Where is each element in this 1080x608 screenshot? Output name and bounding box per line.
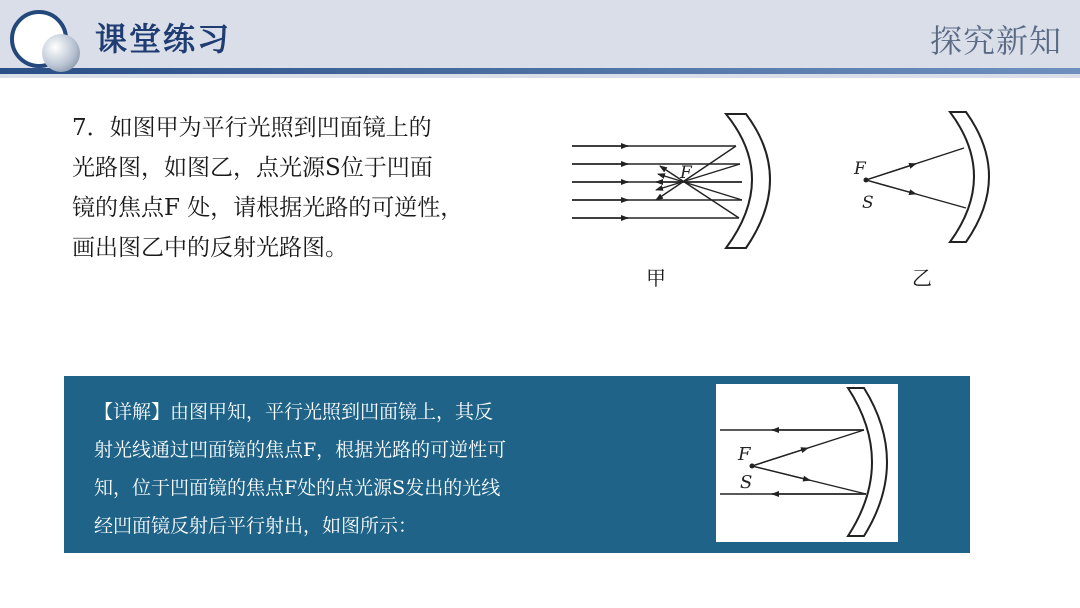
answer-figure-box [716,384,898,542]
reflected-ray [658,174,742,200]
source-label: S [862,193,874,213]
concave-mirror [848,388,887,536]
question-line: 光路图，如图乙，点光源S位于凹面 [72,155,433,181]
figure-jia-caption: 甲 [646,266,666,290]
section-label: 探究新知 [929,22,1062,60]
figure-yi-diagram [848,108,998,248]
question-line: 7．如图甲为平行光照到凹面镜上的 [72,115,432,141]
focus-label: F [680,163,692,183]
concave-mirror [950,112,989,242]
answer-line: 经凹面镜反射后平行射出，如图所示： [94,515,418,537]
answer-line: 知，位于凹面镜的焦点F处的点光源S发出的光线 [94,477,501,499]
focus-label: F [738,444,751,465]
figure-yi-caption: 乙 [912,266,932,290]
question-line: 镜的焦点F 处，请根据光路的可逆性， [72,195,464,221]
concave-mirror [726,114,770,248]
answer-line: 射光线通过凹面镜的焦点F，根据光路的可逆性可 [94,439,507,461]
answer-line: 【详解】由图甲知，平行光照到凹面镜上，其反 [94,401,494,423]
reflected-ray [656,146,736,200]
answer-panel [64,376,970,553]
focus-label: F [854,159,866,179]
logo-sphere-icon [42,34,80,72]
reflected-ray [660,166,739,218]
question-text [72,108,532,268]
answer-text [94,393,624,545]
source-label: S [740,472,753,493]
question-line: 画出图乙中的反射光路图。 [72,235,348,261]
answer-diagram [716,384,898,542]
figure-jia-diagram [568,108,778,258]
header-divider [0,68,1080,74]
page-title: 课堂练习 [95,20,232,58]
